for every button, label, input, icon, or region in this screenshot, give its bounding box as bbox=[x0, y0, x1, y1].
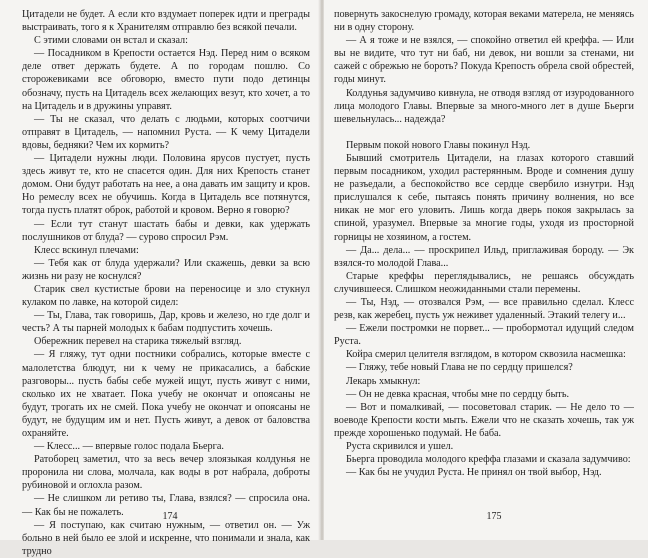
paragraph: Старые креффы переглядывались, не решаясь обсуждать случившееся. Слишком неожиданными стали перемены. bbox=[334, 270, 634, 295]
paragraph: — Я поступаю, как считаю нужным, — ответил он. — Уж больно в ней было ее злой и искренне, что понимали и знала, как трудно bbox=[22, 519, 310, 557]
paragraph: Клесс вскинул плечами: bbox=[34, 244, 139, 256]
paragraph: Обережник перевел на старика тяжелый взгляд. bbox=[34, 336, 242, 348]
paragraph: — Да... дела... — проскрипел Ильд, приглаживая бороду. — Эк взялся-то молодой Глава... bbox=[334, 244, 634, 269]
paragraph: — Если тут станут шастать бабы и девки, как удержать послушников от блуда? — сурово спросил Рэм. bbox=[22, 218, 310, 243]
paragraph: — Ежели постромки не порвет... — пробормотал идущий следом Руста. bbox=[334, 323, 634, 348]
paragraph: Колдунья задумчиво кивнула, не отводя взгляд от изуродованного лица молодого Главы. Впервые за много-много лет в душе Бьерги шевельнулась... надежда? bbox=[334, 87, 634, 125]
paragraph: — Ты, Глава, так говоришь, Дар, кровь и железо, но где долг и честь? А ты парней молодых к бабам подпустить хочешь. bbox=[22, 310, 310, 335]
paragraph: — Ты не сказал, что делать с людьми, которых соотчичи отправят в Цитадель, — напомнил Руста. — К чему Цитадели вдовы, бедняки? Чем их кормить? bbox=[22, 113, 310, 151]
paragraph: — Как бы не учудил Руста. Не принял он твой выбор, Нэд. bbox=[346, 467, 602, 479]
paragraph: Бывший смотритель Цитадели, на глазах которого ставший первым посадником, уходил растерянным. Вроде и сомнения душу не разъедали, а беспокойство все сердце свербило изнутри. Нэд прислушался к себе, пытаясь понять причину волнения, но все никак не мог его уловить. Лишь когда дверь покоя закрылась за спиной, уразумел. Впервые за многие годы, уходя из просторной горницы не хозяином, а гостем. bbox=[334, 152, 634, 243]
right-page-number: 175 bbox=[486, 511, 502, 522]
paragraph: — Цитадели нужны люди. Половина ярусов пустует, пусть здесь живут те, кто не спасется один. Для них Крепость станет домом. Они будут работать на нее, а она давать им защиту и кров. Но ремеслу всех не обучишь. Когда в Цитадель все потянутся, тогда пусть платят оброк, работой и кровом. Верно я говорю? bbox=[22, 153, 310, 217]
paragraph: — Клесс... — впервые голос подала Бьерга. bbox=[34, 441, 224, 453]
paragraph: — Посадником в Крепости остается Нэд. Перед ним о всяком деле ответ держать будете. А по городам пошлю. Со сторожевиками все обговорю, вместо пути подо детинцы обозначу, пусть на Цитадель всех желающих везут, кто хочет, а то на Цитадель и в дружины управят. bbox=[22, 48, 310, 112]
section-break bbox=[334, 126, 634, 139]
paragraph: — А я тоже и не взялся, — спокойно ответил ей креффа. — Или вы не видите, что тут ни баб, ни девок, ни вошли за стенами, ни сажей с обрежью не бороть? Покуда Крепость обрела свой обрестей, годы минут. bbox=[334, 35, 634, 86]
left-page bbox=[0, 0, 320, 557]
paragraph: — Тебя как от блуда удержали? Или скажешь, девки за всю жизнь ни разу не коснулся? bbox=[22, 257, 310, 282]
paragraph: повернуть закоснелую громаду, которая веками матерела, не меняясь ни в одну сторону. bbox=[334, 9, 634, 34]
right-page-text bbox=[334, 8, 634, 479]
paragraph: Лекарь хмыкнул: bbox=[346, 375, 421, 387]
paragraph: Бьерга проводила молодого креффа глазами и сказала задумчиво: bbox=[346, 454, 631, 466]
paragraph: — Он не девка красная, чтобы мне по сердцу быть. bbox=[346, 388, 570, 400]
left-page-text bbox=[22, 8, 310, 558]
paragraph: — Не слишком ли ретиво ты, Глава, взялся? — спросила она. — Как бы не пожалеть. bbox=[22, 493, 310, 518]
paragraph: Руста скривился и ушел. bbox=[346, 441, 454, 452]
paragraph: Цитадели не будет. А если кто вздумает поперек идти и преграды выстраивать, того я к Хранителям отправлю без всякой печали. bbox=[22, 9, 310, 34]
right-page bbox=[324, 0, 648, 540]
paragraph: — Гляжу, тебе новый Глава не по сердцу пришелся? bbox=[346, 362, 573, 374]
paragraph: Первым покой нового Главы покинул Нэд. bbox=[346, 139, 531, 151]
paragraph: Ратоборец заметил, что за весь вечер злоязыкая колдунья не проронила ни слова, молчала, как воды в рот набрала, доброты рубиновой и оглохла разом. bbox=[22, 454, 310, 492]
paragraph: С этими словами он встал и сказал: bbox=[34, 35, 188, 47]
paragraph: Койра смерил целителя взглядом, в котором сквозила насмешка: bbox=[346, 349, 626, 361]
paragraph: — Вот и помалкивай, — посоветовал старик. — Не дело то — воеводе Крепости кости мыть. Ежели что не сказать хочешь, так уж прежде хорошенько подумай. Не баба. bbox=[334, 401, 634, 439]
left-page-number: 174 bbox=[162, 511, 178, 522]
paragraph: — Ты, Нэд, — отозвался Рэм, — все правильно сделал. Клесс резв, как жеребец, пусть уж неживет удаленный. Этакий телегу и... bbox=[334, 296, 634, 322]
paragraph: — Я гляжу, тут одни постники собрались, которые вместе с малолетства блюдут, ни к чему не прикасались, а бабские разговоры... пусть бабы себе мужей ищут, пусть живут с ними, сколько их не хватает. Пока учебу не окончат и опоясаны не будут, трогать их не смей. Пока учебу не окончат и опоясаны не будут, не будущим им и нет. Пусть живут, а девок от баловства охраняйте. bbox=[22, 349, 310, 439]
paragraph: Старик свел кустистые брови на переносице и зло стукнул кулаком по лавке, на которой сидел: bbox=[22, 283, 310, 309]
